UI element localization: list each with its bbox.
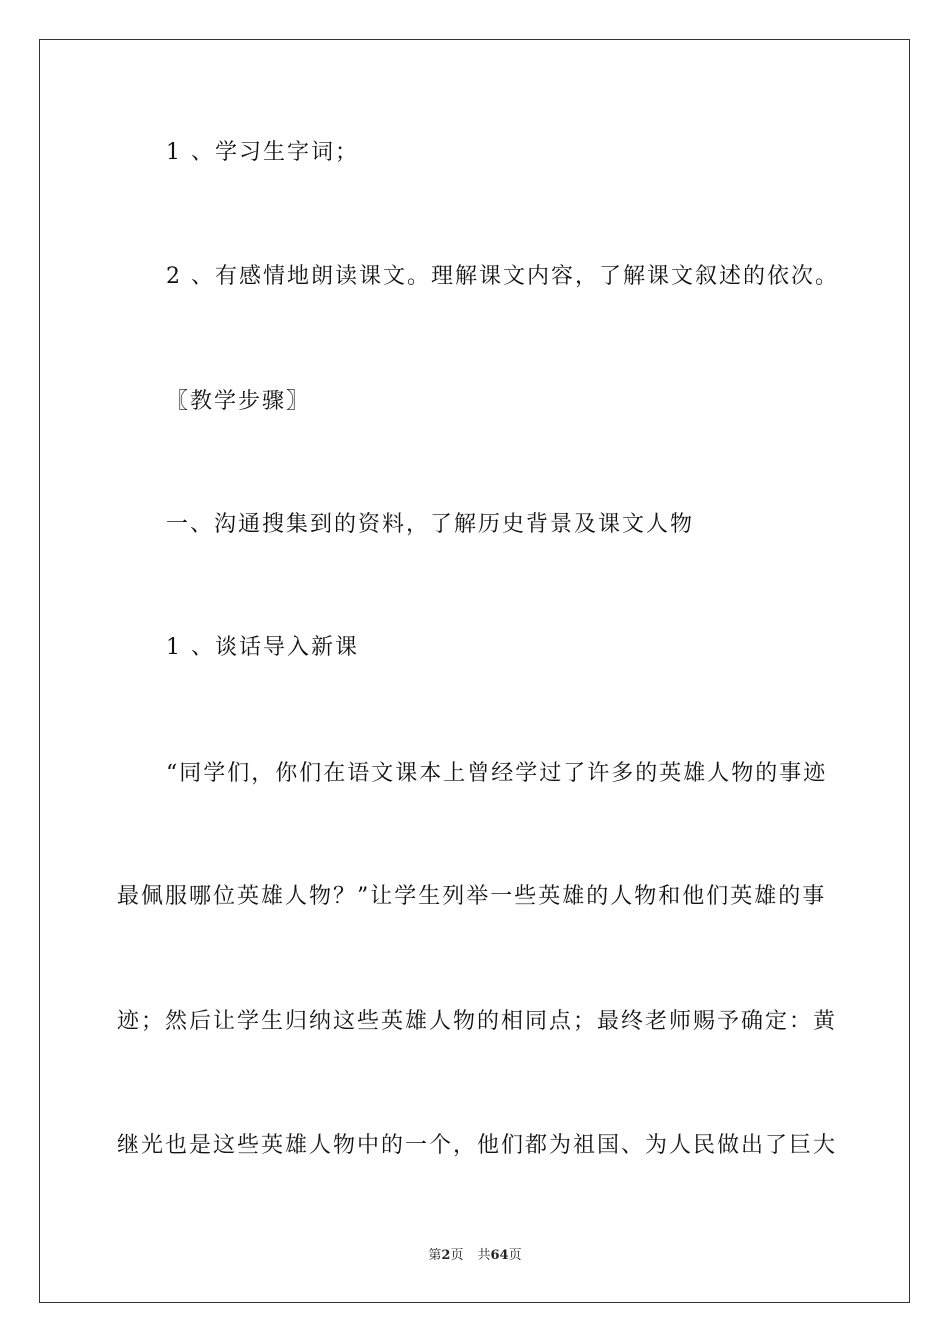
- total-suffix: 页: [508, 1248, 522, 1263]
- page-footer: [0, 1247, 950, 1265]
- text-line-8: 迹；然后让学生归纳这些英雄人物的相同点；最终老师赐予确定：黄: [117, 1009, 838, 1034]
- text-line-2: 2 、有感情地朗读课文。理解课文内容，了解课文叙述的依次。: [166, 264, 839, 289]
- section-heading: 〖教学步骤〗: [166, 389, 311, 414]
- total-pages: 64: [490, 1248, 509, 1263]
- page-border: [39, 39, 910, 1303]
- text-line-7: 最佩服哪位英雄人物？”让学生列举一些英雄的人物和他们英雄的事: [117, 884, 827, 909]
- text-line-4: 一、沟通搜集到的资料，了解历史背景及课文人物: [166, 512, 695, 537]
- text-line-9: 继光也是这些英雄人物中的一个，他们都为祖国、为人民做出了巨大: [117, 1133, 838, 1158]
- page-prefix: 第: [428, 1248, 442, 1263]
- page-suffix: 页: [450, 1248, 464, 1263]
- page-number: 2: [441, 1248, 451, 1263]
- text-line-5: 1 、谈话导入新课: [166, 635, 359, 660]
- text-line-6: “同学们，你们在语文课本上曾经学过了许多的英雄人物的事迹: [166, 761, 828, 786]
- total-prefix: 共: [477, 1248, 491, 1263]
- text-line-1: 1 、学习生字词；: [166, 140, 359, 165]
